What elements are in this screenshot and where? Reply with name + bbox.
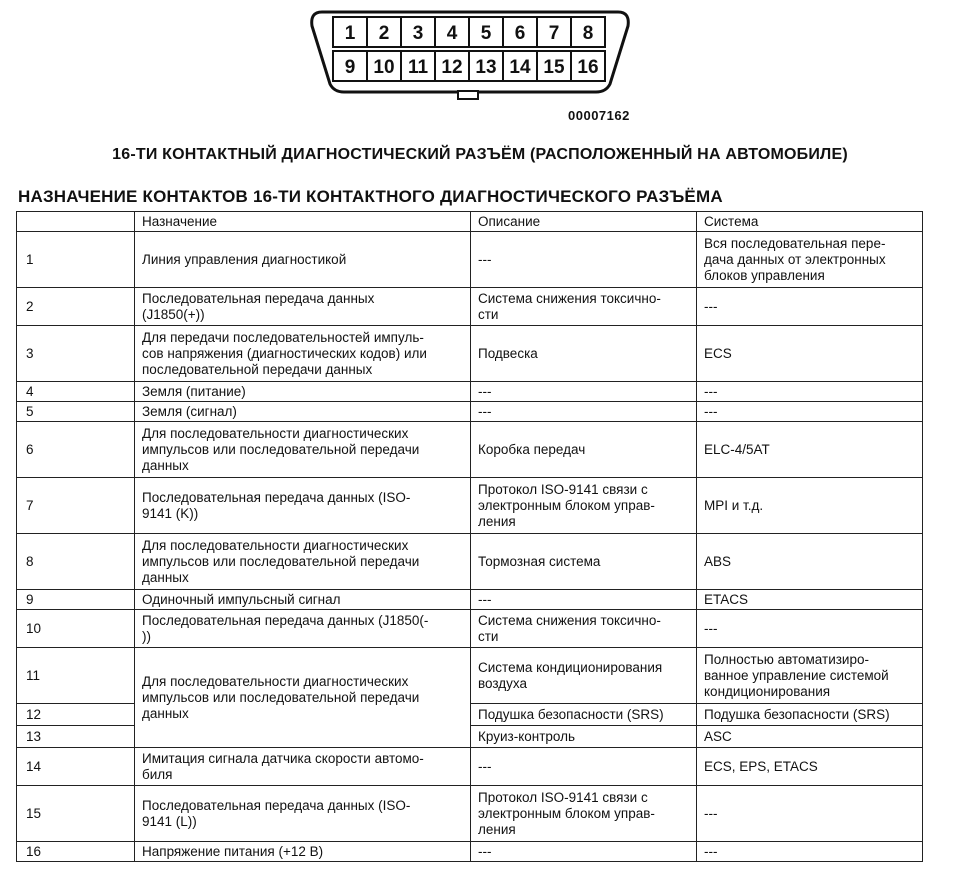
section-title: НАЗНАЧЕНИЕ КОНТАКТОВ 16-ТИ КОНТАКТНОГО ДИАГНОСТИЧЕСКОГО РАЗЪЁМА — [18, 187, 723, 206]
pin-description: --- — [471, 382, 697, 402]
pin-description: --- — [471, 590, 697, 610]
table-row — [17, 382, 923, 402]
pin-label: 13 — [475, 57, 497, 78]
pin-label: 2 — [378, 23, 390, 44]
pin-number: 10 — [17, 610, 135, 648]
pin-description: Система снижения токсично- сти — [471, 610, 697, 648]
pin-purpose: Для последовательности диагностических импульсов или последовательной передачи данных — [135, 534, 471, 590]
pin-number: 6 — [17, 422, 135, 478]
header-system: Система — [697, 212, 923, 232]
pin-number: 13 — [17, 726, 135, 748]
pin-purpose: Напряжение питания (+12 В) — [135, 842, 471, 862]
pin-number: 2 — [17, 288, 135, 326]
pin-number: 11 — [17, 648, 135, 704]
pin-assignment-table — [16, 211, 923, 862]
pin-number: 8 — [17, 534, 135, 590]
pin-purpose: Для последовательности диагностических импульсов или последовательной передачи данных — [135, 422, 471, 478]
header-pin — [17, 212, 135, 232]
pin-label: 16 — [577, 57, 599, 78]
pin-system: ELC-4/5AT — [697, 422, 923, 478]
pin-purpose: Линия управления диагностикой — [135, 232, 471, 288]
pin-label: 3 — [412, 23, 424, 44]
pin-purpose: Земля (сигнал) — [135, 402, 471, 422]
pin-system: MPI и т.д. — [697, 478, 923, 534]
pin-label: 4 — [446, 23, 458, 44]
pin-label: 9 — [344, 57, 356, 78]
pin-label: 7 — [548, 23, 560, 44]
pin-number: 14 — [17, 748, 135, 786]
pin-description: --- — [471, 748, 697, 786]
pin-number: 5 — [17, 402, 135, 422]
pin-label: 15 — [543, 57, 565, 78]
pin-description: --- — [471, 842, 697, 862]
pin-number: 7 — [17, 478, 135, 534]
pin-description: Тормозная система — [471, 534, 697, 590]
pin-description: Подушка безопасности (SRS) — [471, 704, 697, 726]
pin-number: 16 — [17, 842, 135, 862]
pin-system: --- — [697, 288, 923, 326]
table-row — [17, 534, 923, 590]
pin-description: Коробка передач — [471, 422, 697, 478]
pin-label: 12 — [441, 57, 463, 78]
pin-purpose: Последовательная передача данных (ISO- 9141 (L)) — [135, 786, 471, 842]
table-row — [17, 648, 923, 704]
pin-number: 4 — [17, 382, 135, 402]
pin-system: ETACS — [697, 590, 923, 610]
table-header-row — [17, 212, 923, 232]
pin-system: Вся последовательная пере- дача данных от электронных блоков управления — [697, 232, 923, 288]
table-row — [17, 402, 923, 422]
table-row — [17, 288, 923, 326]
pin-number: 1 — [17, 232, 135, 288]
pin-description: Круиз-контроль — [471, 726, 697, 748]
pin-purpose: Последовательная передача данных (J1850(- )) — [135, 610, 471, 648]
pin-system: --- — [697, 786, 923, 842]
table-row — [17, 748, 923, 786]
connector-key — [458, 91, 478, 99]
table-row — [17, 786, 923, 842]
pin-purpose: Последовательная передача данных (ISO- 9141 (K)) — [135, 478, 471, 534]
pin-description: --- — [471, 232, 697, 288]
table-row — [17, 422, 923, 478]
pin-label: 1 — [344, 23, 356, 44]
table-row — [17, 478, 923, 534]
header-purpose: Назначение — [135, 212, 471, 232]
pin-purpose: Для последовательности диагностических импульсов или последовательной передачи данных — [135, 648, 471, 748]
pin-system: --- — [697, 610, 923, 648]
pin-label: 10 — [373, 57, 395, 78]
figure-code: 00007162 — [568, 108, 630, 123]
pin-system: --- — [697, 842, 923, 862]
pin-system: ECS, EPS, ETACS — [697, 748, 923, 786]
pin-purpose: Земля (питание) — [135, 382, 471, 402]
figure-caption: 16-ТИ КОНТАКТНЫЙ ДИАГНОСТИЧЕСКИЙ РАЗЪЁМ (РАСПОЛОЖЕННЫЙ НА АВТОМОБИЛЕ) — [112, 146, 848, 163]
table-row — [17, 232, 923, 288]
pin-description: --- — [471, 402, 697, 422]
pin-purpose: Одиночный импульсный сигнал — [135, 590, 471, 610]
pin-label: 14 — [509, 57, 531, 78]
pin-label: 6 — [514, 23, 526, 44]
header-description: Описание — [471, 212, 697, 232]
pin-label: 11 — [407, 57, 429, 78]
pin-description: Система кондиционирования воздуха — [471, 648, 697, 704]
pin-system: ABS — [697, 534, 923, 590]
pin-purpose: Имитация сигнала датчика скорости автомо- биля — [135, 748, 471, 786]
pin-purpose: Для передачи последовательностей импуль- сов напряжения (диагностических кодов) или последовательной передачи данных — [135, 326, 471, 382]
pin-description: Система снижения токсично- сти — [471, 288, 697, 326]
pin-number: 15 — [17, 786, 135, 842]
pin-system: ECS — [697, 326, 923, 382]
pin-number: 12 — [17, 704, 135, 726]
table-row — [17, 326, 923, 382]
pin-description: Протокол ISO-9141 связи с электронным блоком управ- ления — [471, 478, 697, 534]
pin-number: 3 — [17, 326, 135, 382]
pin-description: Протокол ISO-9141 связи с электронным блоком управ- ления — [471, 786, 697, 842]
table-row — [17, 590, 923, 610]
table-row — [17, 842, 923, 862]
pin-number: 9 — [17, 590, 135, 610]
pin-purpose: Последовательная передача данных (J1850(+)) — [135, 288, 471, 326]
pin-label: 5 — [480, 23, 492, 44]
pin-system: Подушка безопасности (SRS) — [697, 704, 923, 726]
pin-system: --- — [697, 402, 923, 422]
pin-description: Подвеска — [471, 326, 697, 382]
pin-system: --- — [697, 382, 923, 402]
pin-system: Полностью автоматизиро- ванное управление системой кондиционирования — [697, 648, 923, 704]
pin-system: ASC — [697, 726, 923, 748]
obd-connector-diagram — [300, 4, 640, 100]
pin-label: 8 — [582, 23, 594, 44]
table-row — [17, 610, 923, 648]
